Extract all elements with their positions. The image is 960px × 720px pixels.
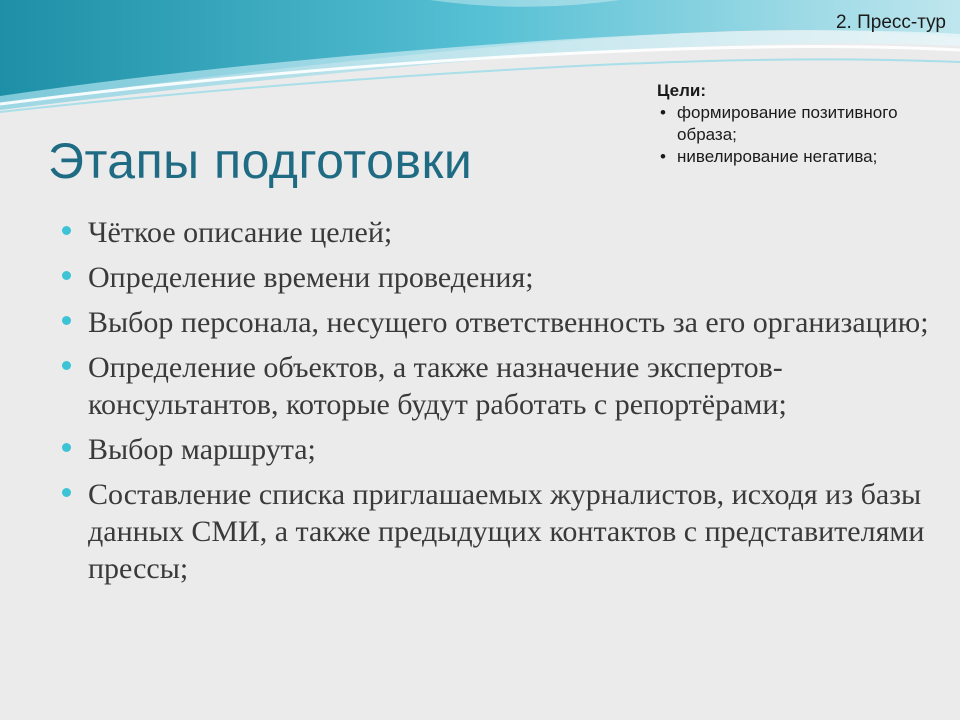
bullet-dot-icon bbox=[62, 488, 71, 497]
goals-block bbox=[657, 80, 957, 168]
bullet-dot-icon bbox=[62, 361, 71, 370]
bullet-dot-icon bbox=[62, 443, 71, 452]
goals-heading: Цели: bbox=[657, 81, 706, 100]
stage-item bbox=[60, 214, 940, 251]
stage-text: Чёткое описание целей; bbox=[88, 216, 393, 249]
goals-item: • формирование позитивного образа; bbox=[657, 102, 957, 146]
slide-title: Этапы подготовки bbox=[48, 133, 473, 189]
stages-list bbox=[60, 214, 940, 595]
goals-list bbox=[657, 102, 957, 168]
stage-text: Определение объектов, а также назначение экспертов-консультантов, которые будут работать с репортёрами; bbox=[88, 351, 787, 421]
bullet-dot-icon bbox=[62, 271, 71, 280]
stage-item bbox=[60, 349, 940, 423]
stage-item bbox=[60, 476, 940, 587]
stage-item bbox=[60, 304, 940, 341]
stage-text: Определение времени проведения; bbox=[88, 261, 534, 294]
goals-item: • нивелирование негатива; bbox=[657, 146, 957, 168]
stage-text: Выбор маршрута; bbox=[88, 433, 316, 466]
stage-item bbox=[60, 431, 940, 468]
stage-text: Выбор персонала, несущего ответственность за его организацию; bbox=[88, 306, 929, 339]
bullet-dot-icon bbox=[62, 316, 71, 325]
bullet-dot-icon bbox=[62, 226, 71, 235]
section-tag: 2. Пресс-тур bbox=[835, 12, 946, 33]
stage-text: Составление списка приглашаемых журналистов, исходя из базы данных СМИ, а также предыдущих контактов с представителями прессы; bbox=[88, 478, 925, 585]
stage-item bbox=[60, 259, 940, 296]
